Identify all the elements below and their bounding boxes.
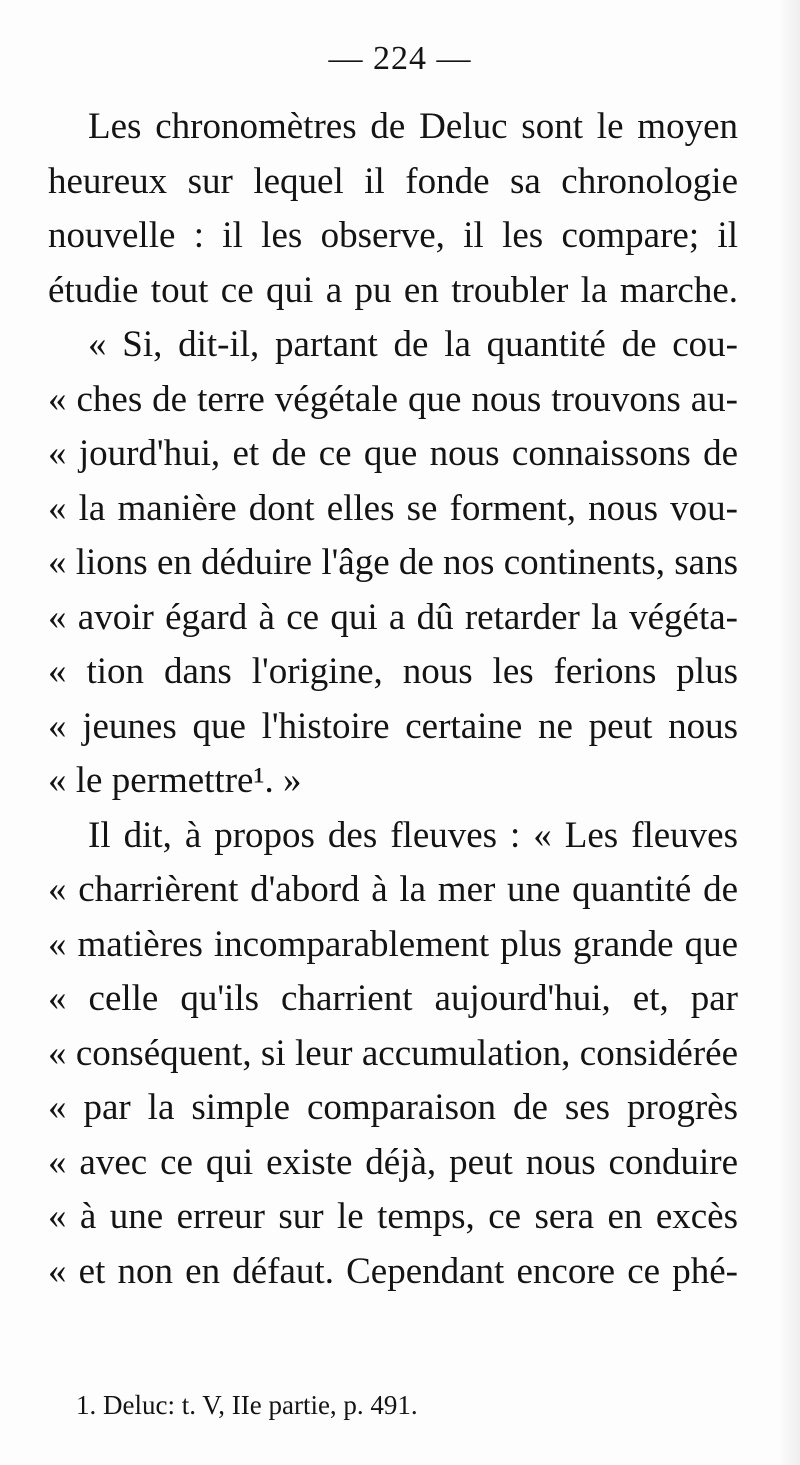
page-edge-shadow (778, 0, 800, 1465)
text-line: Il dit, à propos des fleuves : « Les fleuves (88, 814, 738, 856)
text-line: « la manière dont elles se forment, nous vou- (48, 487, 738, 529)
text-line: « charrièrent d'abord à la mer une quantité de (48, 869, 738, 910)
text-line: « avec ce qui existe déjà, peut nous conduire (48, 1141, 738, 1183)
page-number: — 224 — (328, 40, 472, 77)
text-line: « à une erreur sur le temps, ce sera en excès (48, 1196, 738, 1237)
text-line: « jourd'hui, et de ce que nous connaissons de (48, 433, 738, 474)
text-line: Les chronomètres de Deluc sont le moyen (88, 106, 738, 147)
footnote: 1. Deluc: t. V, IIe partie, p. 491. (76, 1390, 418, 1420)
text-line: « par la simple comparaison de ses progrès (48, 1087, 738, 1128)
text-line: « jeunes que l'histoire certaine ne peut nous (48, 705, 738, 747)
text-line: « Si, dit-il, partant de la quantité de cou- (88, 324, 738, 365)
text-line: « lions en déduire l'âge de nos continents, sans (48, 542, 738, 583)
text-line: nouvelle : il les observe, il les compare; il (48, 215, 738, 256)
body-text (48, 100, 738, 1299)
text-line: « avoir égard à ce qui a dû retarder la végéta- (48, 596, 738, 638)
text-line: « tion dans l'origine, nous les ferions plus (48, 651, 738, 692)
text-line: « et non en défaut. Cependant encore ce phé- (48, 1250, 738, 1292)
text-line: « le permettre¹. » (48, 760, 302, 801)
text-line: « conséquent, si leur accumulation, considérée (48, 1032, 738, 1074)
text-line: « matières incomparablement plus grande que (48, 923, 738, 965)
text-line: heureux sur lequel il fonde sa chronologie (48, 160, 738, 202)
text-line: « ches de terre végétale que nous trouvons au- (48, 378, 738, 420)
text-line: « celle qu'ils charrient aujourd'hui, et, par (48, 978, 738, 1019)
text-line: étudie tout ce qui a pu en troubler la marche. (48, 269, 738, 311)
